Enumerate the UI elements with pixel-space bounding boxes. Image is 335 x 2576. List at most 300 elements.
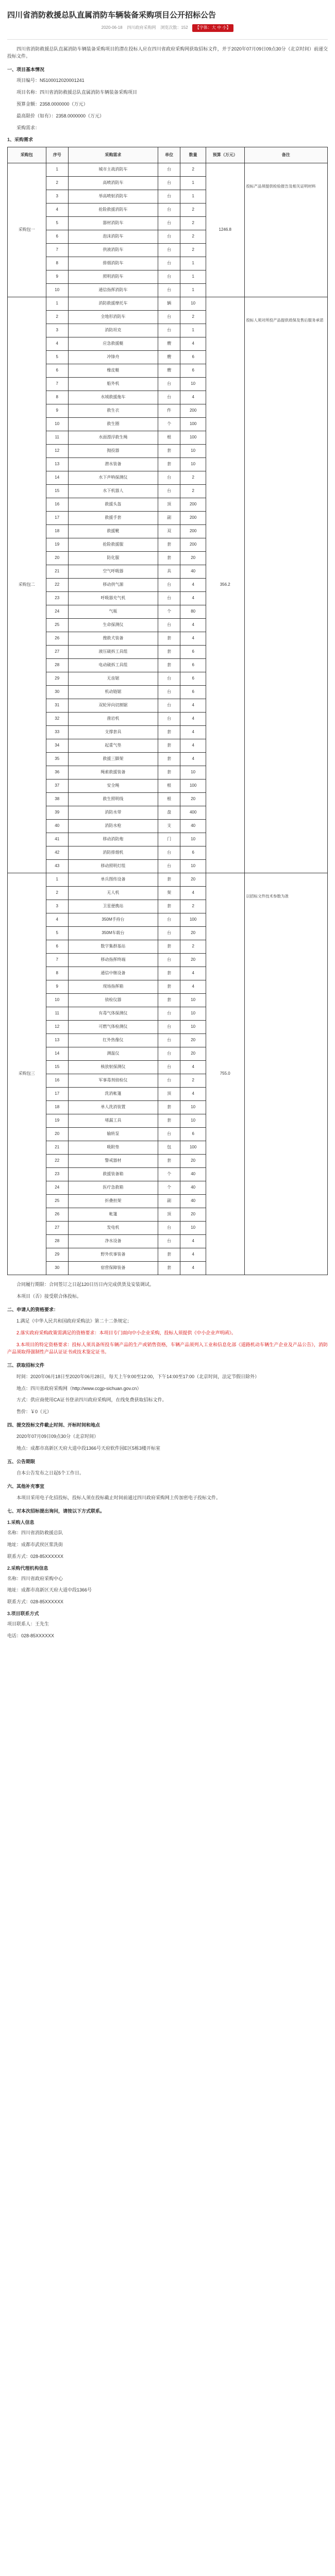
unit-cell: 艘	[158, 364, 180, 378]
seq-cell: 33	[46, 726, 68, 739]
seq-cell: 38	[46, 793, 68, 806]
unit-cell: 台	[158, 913, 180, 927]
seq-cell: 12	[46, 445, 68, 458]
seq-cell: 2	[46, 887, 68, 900]
item-cell: 救援装备箱	[68, 1168, 158, 1181]
unit-cell: 套	[158, 646, 180, 659]
notice-period: 自本公告发布之日起5个工作日。	[16, 1470, 85, 1476]
qty-cell: 4	[180, 739, 206, 753]
unit-cell: 套	[158, 445, 180, 458]
seq-cell: 28	[46, 659, 68, 672]
qty-cell: 6	[180, 659, 206, 672]
unit-cell: 台	[158, 699, 180, 713]
unit-cell: 台	[158, 1047, 180, 1061]
item-cell: 举高喷射消防车	[68, 190, 158, 204]
seq-cell: 7	[46, 954, 68, 967]
seq-cell: 5	[46, 217, 68, 230]
unit-cell: 套	[158, 739, 180, 753]
seq-cell: 39	[46, 806, 68, 820]
item-cell: 水下机器人	[68, 485, 158, 498]
note-cell: 投标产品须提供检验报告及相关证明材料	[244, 163, 327, 297]
seq-cell: 13	[46, 458, 68, 471]
item-cell: 气瓶	[68, 605, 158, 619]
qty-cell: 40	[180, 1195, 206, 1208]
qty-cell: 10	[180, 1114, 206, 1128]
item-cell: 卫星便携站	[68, 900, 158, 913]
doc-place: 地点：四川省政府采购网（http://www.ccgp-sichuan.gov.cn）	[16, 1385, 142, 1391]
item-cell: 通信中继设备	[68, 967, 158, 980]
seq-cell: 9	[46, 980, 68, 994]
qty-cell: 400	[180, 806, 206, 820]
seq-cell: 20	[46, 1128, 68, 1141]
qty-cell: 1	[180, 270, 206, 284]
qty-cell: 2	[180, 485, 206, 498]
qty-cell: 20	[180, 1034, 206, 1047]
doc-price: 售价：￥0（元）	[16, 1409, 52, 1415]
seq-cell: 31	[46, 699, 68, 713]
unit-cell: 套	[158, 458, 180, 471]
seq-cell: 28	[46, 1235, 68, 1248]
qty-cell: 20	[180, 1155, 206, 1168]
qty-cell: 10	[180, 458, 206, 471]
item-cell: 净水设备	[68, 1235, 158, 1248]
qty-cell: 2	[180, 230, 206, 244]
item-cell: 泡沫消防车	[68, 230, 158, 244]
item-cell: 供液消防车	[68, 244, 158, 257]
seq-cell: 10	[46, 418, 68, 431]
item-cell: 水面漂浮救生绳	[68, 431, 158, 445]
item-cell: 救援靴	[68, 525, 158, 538]
unit-cell: 个	[158, 1181, 180, 1195]
unit-cell: 套	[158, 994, 180, 1007]
agent-contact: 联系方式：028-85XXXXXX	[7, 1599, 64, 1605]
qty-cell: 200	[180, 498, 206, 512]
item-cell: 抢险救援服	[68, 538, 158, 552]
seq-cell: 22	[46, 1155, 68, 1168]
qty-cell: 1	[180, 324, 206, 337]
other-matters: 本项目采用电子化招投标，投标人须在投标截止时间前通过四川政府采购网上传加密电子投标文件。	[16, 1495, 221, 1500]
seq-cell: 17	[46, 512, 68, 525]
item-cell: 救生圈	[68, 418, 158, 431]
qty-cell: 6	[180, 351, 206, 364]
item-cell: 核放射探测仪	[68, 1061, 158, 1074]
unit-cell: 台	[158, 619, 180, 632]
unit-cell: 台	[158, 1235, 180, 1248]
agent-name: 名称：四川省政府采购中心	[7, 1575, 63, 1581]
seq-cell: 19	[46, 538, 68, 552]
page-title: 四川省消防救援总队直属消防车辆装备采购项目公开招标公告	[7, 11, 216, 20]
item-cell: 红外热像仪	[68, 1034, 158, 1047]
seq-cell: 13	[46, 1034, 68, 1047]
unit-cell: 套	[158, 873, 180, 887]
qty-cell: 100	[180, 1141, 206, 1155]
seq-cell: 12	[46, 1021, 68, 1034]
seq-cell: 14	[46, 471, 68, 485]
unit-cell: 台	[158, 713, 180, 726]
seq-cell: 15	[46, 485, 68, 498]
qty-cell: 20	[180, 552, 206, 565]
seq-cell: 42	[46, 846, 68, 860]
qualification-item: 2.落实政府采购政策需满足的资格要求：本项目专门面向中小企业采购，投标人须提供《中小企业声明函》。	[16, 1330, 237, 1335]
seq-cell: 6	[46, 364, 68, 378]
seq-cell: 18	[46, 525, 68, 538]
seq-cell: 7	[46, 378, 68, 391]
unit-cell: 套	[158, 1155, 180, 1168]
unit-cell: 支	[158, 820, 180, 833]
bid-place: 地点：成都市高新区天府大道中段1366号天府软件园E区5栋3楼开标室	[16, 1446, 161, 1451]
budget-cell: 356.2	[206, 297, 245, 873]
unit-cell: 套	[158, 552, 180, 565]
seq-cell: 6	[46, 940, 68, 954]
item-cell: 吸附垫	[68, 1141, 158, 1155]
budget: 预算金额：2358.0000000（万元）	[16, 101, 88, 107]
item-cell: 无人机	[68, 887, 158, 900]
seq-cell: 3	[46, 190, 68, 204]
item-cell: 器材消防车	[68, 217, 158, 230]
item-cell: 移动照明灯组	[68, 860, 158, 873]
item-cell: 输转泵	[68, 1128, 158, 1141]
col-header: 序号	[46, 147, 68, 163]
col-header: 预算（万元）	[206, 147, 245, 163]
item-cell: 安全绳	[68, 779, 158, 793]
item-cell: 单人洗消装置	[68, 1101, 158, 1114]
contact-phone: 电话：028-85XXXXXX	[7, 1633, 55, 1639]
unit-cell: 套	[158, 632, 180, 646]
unit-cell: 台	[158, 324, 180, 337]
col-header: 采购包	[8, 147, 46, 163]
divider	[7, 39, 328, 40]
buyer-contact: 联系方式：028-85XXXXXX	[7, 1553, 64, 1559]
qty-cell: 1	[180, 190, 206, 204]
unit-cell: 包	[158, 1141, 180, 1155]
item-cell: 凿岩机	[68, 713, 158, 726]
item-cell: 救生衣	[68, 404, 158, 418]
unit-cell: 台	[158, 579, 180, 592]
seq-cell: 4	[46, 204, 68, 217]
qty-cell: 4	[180, 699, 206, 713]
item-cell: 移动指挥终端	[68, 954, 158, 967]
unit-cell: 具	[158, 565, 180, 579]
item-cell: 水下声呐探测仪	[68, 471, 158, 485]
font-size-button[interactable]: 【字体：大 中 小】	[192, 24, 233, 31]
qty-cell: 100	[180, 779, 206, 793]
item-cell: 救援手套	[68, 512, 158, 525]
unit-cell: 顶	[158, 1088, 180, 1101]
item-cell: 电动破拆工具组	[68, 659, 158, 672]
item-cell: 消防救援摩托车	[68, 297, 158, 311]
qty-cell: 200	[180, 404, 206, 418]
unit-cell: 根	[158, 431, 180, 445]
views-count: 152	[181, 25, 188, 30]
unit-cell: 个	[158, 418, 180, 431]
qty-cell: 4	[180, 753, 206, 766]
qty-cell: 20	[180, 873, 206, 887]
item-cell: 照明消防车	[68, 270, 158, 284]
meta-line	[7, 24, 328, 31]
qty-cell: 6	[180, 646, 206, 659]
source-label: 四川政府采购网	[127, 25, 156, 30]
unit-cell: 盘	[158, 806, 180, 820]
seq-cell: 43	[46, 860, 68, 873]
seq-cell: 18	[46, 1101, 68, 1114]
unit-cell: 台	[158, 860, 180, 873]
seq-cell: 8	[46, 967, 68, 980]
unit-cell: 台	[158, 257, 180, 270]
col-header: 数量	[180, 147, 206, 163]
seq-cell: 9	[46, 270, 68, 284]
section-1-heading: 一、项目基本情况	[7, 66, 45, 72]
unit-cell: 台	[158, 270, 180, 284]
qty-cell: 10	[180, 1101, 206, 1114]
unit-cell: 架	[158, 887, 180, 900]
item-cell: 搜救犬装备	[68, 632, 158, 646]
unit-cell: 套	[158, 659, 180, 672]
unit-cell: 门	[158, 833, 180, 846]
seq-cell: 27	[46, 646, 68, 659]
unit-cell: 套	[158, 753, 180, 766]
item-cell: 机动链锯	[68, 686, 158, 699]
qty-cell: 4	[180, 1061, 206, 1074]
joint-bid: 本项目（否）接受联合体投标。	[16, 1294, 82, 1299]
unit-cell: 套	[158, 1101, 180, 1114]
agent-address: 地址：成都市高新区天府大道中段1366号	[7, 1587, 92, 1593]
item-cell: 城市主战消防车	[68, 163, 158, 177]
seq-cell: 17	[46, 1088, 68, 1101]
item-cell: 折叠担架	[68, 1195, 158, 1208]
contract-term: 合同履行期限：合同签订之日起120日历日内完成供货及安装调试。	[16, 1282, 155, 1287]
qty-cell: 20	[180, 1208, 206, 1222]
seq-cell: 4	[46, 337, 68, 351]
unit-cell: 顶	[158, 498, 180, 512]
unit-cell: 套	[158, 1262, 180, 1275]
table-row	[8, 163, 328, 177]
seq-cell: 40	[46, 820, 68, 833]
seq-cell: 1	[46, 297, 68, 311]
seq-cell: 19	[46, 1114, 68, 1128]
item-cell: 宿营保障装备	[68, 1262, 158, 1275]
item-cell: 现场指挥箱	[68, 980, 158, 994]
unit-cell: 根	[158, 793, 180, 806]
item-cell: 通信指挥消防车	[68, 284, 158, 297]
unit-cell: 件	[158, 404, 180, 418]
section-5-heading: 五、公告期限	[7, 1459, 36, 1465]
qty-cell: 10	[180, 1007, 206, 1021]
item-cell: 警戒器材	[68, 1155, 158, 1168]
unit-cell: 副	[158, 1195, 180, 1208]
unit-cell: 台	[158, 1034, 180, 1047]
project-name: 项目名称：四川省消防救援总队直属消防车辆装备采购项目	[16, 90, 138, 95]
unit-cell: 辆	[158, 297, 180, 311]
qty-cell: 2	[180, 1074, 206, 1088]
qty-cell: 2	[180, 940, 206, 954]
seq-cell: 10	[46, 284, 68, 297]
seq-cell: 1	[46, 163, 68, 177]
seq-cell: 21	[46, 565, 68, 579]
unit-cell: 台	[158, 1222, 180, 1235]
seq-cell: 24	[46, 1181, 68, 1195]
item-cell: 救援三脚架	[68, 753, 158, 766]
seq-cell: 30	[46, 1262, 68, 1275]
item-cell: 水域救援拖车	[68, 391, 158, 404]
qty-cell: 1	[180, 177, 206, 190]
qty-cell: 4	[180, 980, 206, 994]
item-cell: 移动消防炮	[68, 833, 158, 846]
section-3-heading: 三、获取招标文件	[7, 1362, 45, 1368]
seq-cell: 15	[46, 1061, 68, 1074]
max-price: 最高限价（如有）：2358.0000000（万元）	[16, 113, 105, 119]
unit-cell: 台	[158, 1007, 180, 1021]
qty-cell: 2	[180, 311, 206, 324]
unit-cell: 套	[158, 766, 180, 779]
unit-cell: 台	[158, 177, 180, 190]
item-cell: 救生照明线	[68, 793, 158, 806]
qty-cell: 1	[180, 257, 206, 270]
views-label: 浏览次数：	[160, 25, 181, 30]
item-cell: 帐篷	[68, 1208, 158, 1222]
item-cell: 排烟消防车	[68, 257, 158, 270]
buyer-name: 名称：四川省消防救援总队	[7, 1530, 63, 1535]
unit-cell: 套	[158, 1114, 180, 1128]
section-6-heading: 六、其他补充事宜	[7, 1484, 45, 1489]
qualification-item: 3.本项目的特定资格要求：投标人须具备所投车辆产品的生产或销售资格，车辆产品须列入工业和信息化部《道路机动车辆生产企业及产品公告》，消防产品须取得强制性产品认证证书或技术鉴定证书。	[7, 1342, 328, 1354]
qty-cell: 4	[180, 1235, 206, 1248]
seq-cell: 29	[46, 1248, 68, 1262]
qualification-item: 1.满足《中华人民共和国政府采购法》第二十二条规定；	[16, 1318, 132, 1324]
qty-cell: 2	[180, 204, 206, 217]
unit-cell: 台	[158, 1061, 180, 1074]
unit-cell: 台	[158, 163, 180, 177]
qty-cell: 10	[180, 833, 206, 846]
qty-cell: 4	[180, 337, 206, 351]
item-cell: 350M车载台	[68, 927, 158, 940]
unit-cell: 台	[158, 230, 180, 244]
seq-cell: 5	[46, 927, 68, 940]
seq-cell: 25	[46, 1195, 68, 1208]
item-cell: 消防水带	[68, 806, 158, 820]
item-cell: 呼吸器充气机	[68, 592, 158, 605]
table-header-row	[8, 147, 328, 163]
package-cell: 采购包三	[8, 873, 46, 1275]
unit-cell: 个	[158, 1168, 180, 1181]
note-cell: 以招标文件技术参数为准	[244, 873, 327, 1275]
unit-cell: 副	[158, 512, 180, 525]
unit-cell: 台	[158, 846, 180, 860]
qty-cell: 40	[180, 1181, 206, 1195]
qty-cell: 40	[180, 820, 206, 833]
qty-cell: 10	[180, 1021, 206, 1034]
table-row	[8, 873, 328, 887]
spacer	[7, 1645, 328, 1659]
qty-cell: 10	[180, 378, 206, 391]
qty-cell: 2	[180, 217, 206, 230]
seq-cell: 32	[46, 713, 68, 726]
package-cell: 采购包二	[8, 297, 46, 873]
item-cell: 防化服	[68, 552, 158, 565]
unit-cell: 个	[158, 605, 180, 619]
qty-cell: 4	[180, 632, 206, 646]
unit-cell: 套	[158, 967, 180, 980]
unit-cell: 台	[158, 686, 180, 699]
qty-cell: 100	[180, 418, 206, 431]
buyer-title: 1.采购人信息	[7, 1519, 35, 1525]
item-cell: 抛投器	[68, 445, 158, 458]
seq-cell: 16	[46, 498, 68, 512]
qty-cell: 2	[180, 163, 206, 177]
qty-cell: 10	[180, 445, 206, 458]
item-cell: 船外机	[68, 378, 158, 391]
seq-cell: 23	[46, 592, 68, 605]
item-cell: 发电机	[68, 1222, 158, 1235]
seq-cell: 25	[46, 619, 68, 632]
unit-cell: 套	[158, 900, 180, 913]
unit-cell: 台	[158, 672, 180, 686]
seq-cell: 5	[46, 351, 68, 364]
unit-cell: 台	[158, 190, 180, 204]
qty-cell: 10	[180, 1222, 206, 1235]
seq-cell: 1	[46, 873, 68, 887]
qty-cell: 6	[180, 672, 206, 686]
unit-cell: 台	[158, 927, 180, 940]
seq-cell: 27	[46, 1222, 68, 1235]
seq-cell: 11	[46, 431, 68, 445]
item-cell: 堵漏工具	[68, 1114, 158, 1128]
unit-cell: 艘	[158, 337, 180, 351]
item-cell: 全地形消防车	[68, 311, 158, 324]
seq-cell: 34	[46, 739, 68, 753]
item-cell: 消防水枪	[68, 820, 158, 833]
item-cell: 测温仪	[68, 1047, 158, 1061]
qty-cell: 4	[180, 713, 206, 726]
contact-person: 项目联系人：王先生	[7, 1621, 49, 1627]
item-cell: 应急救援艇	[68, 337, 158, 351]
seq-cell: 10	[46, 994, 68, 1007]
qty-cell: 4	[180, 391, 206, 404]
unit-cell: 台	[158, 244, 180, 257]
requirements-table	[7, 147, 328, 1275]
unit-cell: 台	[158, 284, 180, 297]
req-label: 采购需求：	[16, 125, 40, 131]
item-cell: 350M手持台	[68, 913, 158, 927]
item-cell: 有毒气体探测仪	[68, 1007, 158, 1021]
table-body	[8, 163, 328, 1275]
seq-cell: 3	[46, 324, 68, 337]
unit-cell: 台	[158, 204, 180, 217]
col-header: 备注	[244, 147, 327, 163]
item-cell: 移动供气源	[68, 579, 158, 592]
unit-cell: 套	[158, 980, 180, 994]
doc-method: 方式：供应商使用CA证书登录四川政府采购网，在线免费获取招标文件。	[16, 1397, 167, 1403]
note-cell: 投标人须对所投产品提供质保及售后服务承诺	[244, 297, 327, 873]
item-cell: 洗消帐篷	[68, 1088, 158, 1101]
qty-cell: 10	[180, 994, 206, 1007]
unit-cell: 套	[158, 726, 180, 739]
project-no: 项目编号：N5100012020001241	[16, 78, 85, 83]
unit-cell: 台	[158, 592, 180, 605]
unit-cell: 艘	[158, 351, 180, 364]
budget-cell: 755.0	[206, 873, 245, 1275]
qty-cell: 4	[180, 1248, 206, 1262]
seq-cell: 2	[46, 177, 68, 190]
unit-cell: 台	[158, 391, 180, 404]
intro-paragraph: 四川省消防救援总队直属消防车辆装备采购项目的潜在投标人应在四川省政府采购网获取招标文件，并于2020年07月09日09点30分（北京时间）前递交投标文件。	[7, 46, 328, 59]
item-cell: 野外炊事装备	[68, 1248, 158, 1262]
col-header: 单位	[158, 147, 180, 163]
qty-cell: 6	[180, 364, 206, 378]
seq-cell: 29	[46, 672, 68, 686]
qty-cell: 200	[180, 512, 206, 525]
item-cell: 救援头盔	[68, 498, 158, 512]
item-cell: 可燃气体检测仪	[68, 1021, 158, 1034]
